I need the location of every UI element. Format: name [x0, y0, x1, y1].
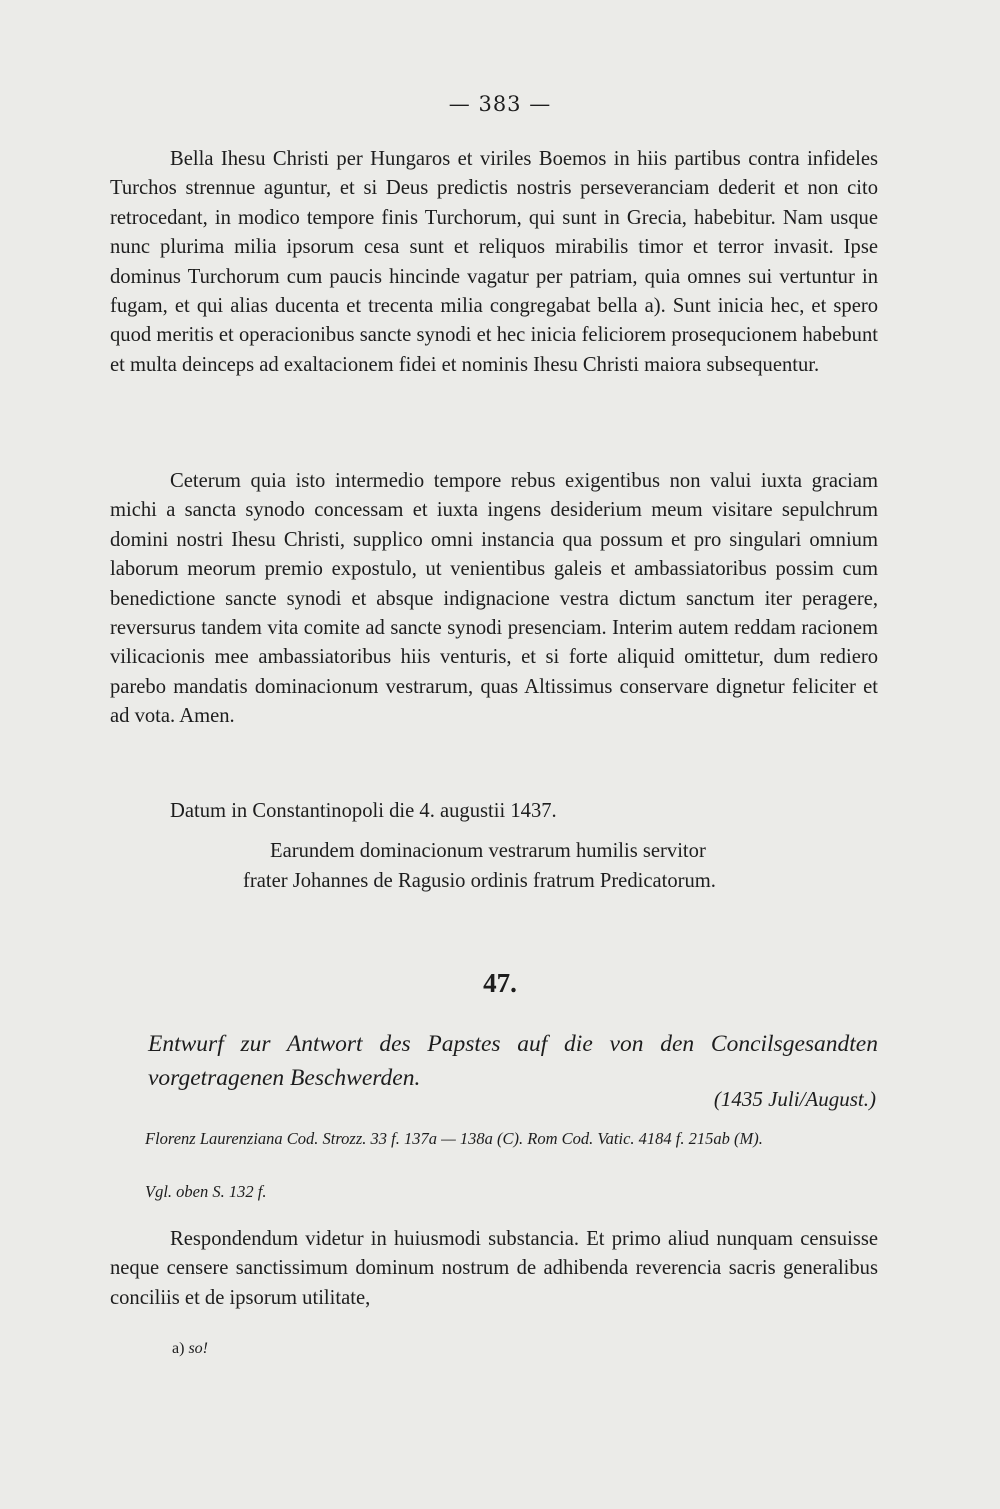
- document-title: Entwurf zur Antwort des Papstes auf die von den Concilsgesandten vorgetragenen Beschwerden.: [148, 1031, 878, 1091]
- signature-line-1: Earundem dominacionum vestrarum humilis servitor: [270, 840, 706, 862]
- paragraph-3: [110, 1225, 878, 1313]
- footnote-text: so!: [188, 1340, 208, 1357]
- paragraph-text: Ceterum quia isto intermedio tempore rebus exigentibus non valui iuxta graciam michi a sancta synodo concessam et iuxta ingens desiderium meum visitare sepulchrum domini nostri Ihesu Christi, supplico omni instancia qua possum et pro singulari omnium laborum meorum premio expostulo, ut venientibus galeis et ambassiatoribus possim cum benedictione sancte synodi et absque indignacione vestra dictum sanctum iter peragere, reversurus tandem vita comite ad sancte synodi presenciam. Interim autem reddam racionem vilicacionis mee ambassiatoribus hiis venturis, et si forte aliquid omittetur, dum rediero parebo mandatis dominacionum vestrarum, quas Altissimus conservare dignetur feliciter et ad vota. Amen.: [110, 470, 878, 728]
- source-citation: Florenz Laurenziana Cod. Strozz. 33 f. 137a — 138a (C). Rom Cod. Vatic. 4184 f. 215ab (M).: [145, 1129, 763, 1148]
- page-number: — 383 —: [448, 92, 552, 116]
- footnote: [172, 1340, 208, 1358]
- document-number: 47.: [483, 968, 517, 998]
- paragraph-text: Respondendum videtur in huiusmodi substancia. Et primo aliud nunquam censuisse neque censere sanctissimum dominum nostrum de adhibenda reverencia sacris generalibus conciliis et de ipsorum utilitate,: [110, 1228, 878, 1309]
- document-date: (1435 Juli/August.): [713, 1087, 876, 1111]
- source-reference: Vgl. oben S. 132 f.: [145, 1182, 267, 1201]
- paragraph-1: [110, 145, 878, 380]
- paragraph-text: Bella Ihesu Christi per Hungaros et viriles Boemos in hiis partibus contra infideles Turchos strennue aguntur, et si Deus predictis nostris perseveranciam dederit et non cito retrocedant, in modico tempore finis Turchorum, qui sunt in Grecia, habebitur. Nam usque nunc plurima milia ipsorum cesa sunt et reliquos mirabilis timor et terror invasit. Ipse dominus Turchorum cum paucis hincinde vagatur per patriam, quia omnes sui vertuntur in fugam, et qui alias ducenta et trecenta milia congregabat bella a). Sunt inicia hec, et spero quod meritis et operacionibus sancte synodi et hec inicia feliciorem prosequcionem habebunt et multa deinceps ad exaltacionem fidei et nominis Ihesu Christi maiora subsequentur.: [110, 148, 878, 376]
- footnote-marker: a): [172, 1340, 185, 1357]
- signature-line-2: frater Johannes de Ragusio ordinis fratrum Predicatorum.: [243, 870, 716, 892]
- date-line: Datum in Constantinopoli die 4. augustii 1437.: [170, 800, 557, 822]
- paragraph-2: [110, 467, 878, 732]
